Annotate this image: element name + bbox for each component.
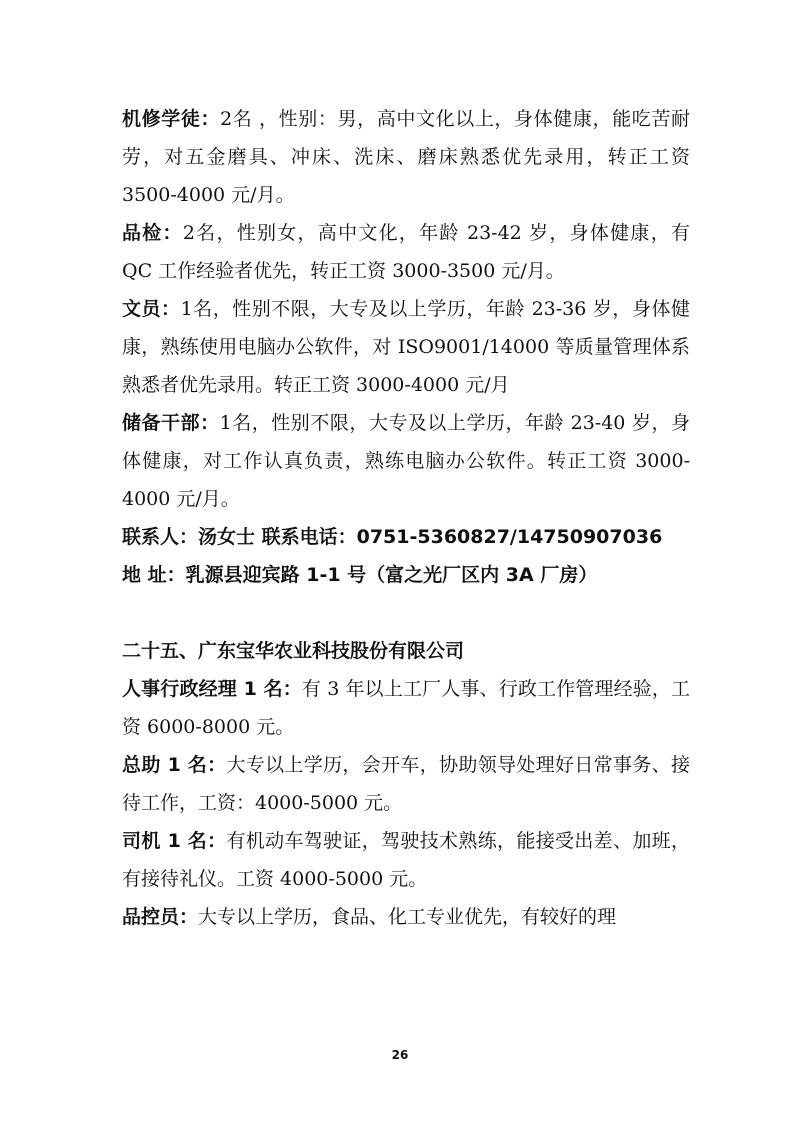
job-description: 有机动车驾驶证，驾驶技术熟练，能接受出差、加班，有接待礼仪。工资 4000-5000 元。 — [122, 830, 690, 890]
page-content — [122, 100, 690, 936]
job-description: 2名，性别女，高中文化，年龄 23-42 岁，身体健康，有 QC 工作经验者优先，转正工资 3000-3500 元/月。 — [122, 222, 690, 282]
job-description: 大专以上学历，会开车，协助领导处理好日常事务、接待工作，工资：4000-5000 元。 — [122, 754, 690, 814]
job-description: 1名，性别不限，大专及以上学历，年龄 23-36 岁，身体健康，熟练使用电脑办公软件，对 ISO9001/14000 等质量管理体系熟悉者优先录用。转正工资 3000-4000 元/月 — [122, 298, 690, 396]
job-description: 大专以上学历，食品、化工专业优先，有较好的理 — [198, 906, 617, 928]
contact-line: 联系人：汤女士 联系电话：0751-5360827/14750907036 — [122, 526, 663, 548]
job-hr-admin-manager — [122, 670, 690, 746]
job-title: 人事行政经理 1 名： — [122, 678, 302, 700]
section-title: 二十五、广东宝华农业科技股份有限公司 — [122, 640, 465, 662]
job-title: 储备干部： — [122, 412, 220, 434]
job-quality-inspector — [122, 214, 690, 290]
job-general-assistant — [122, 746, 690, 822]
job-description: 2名 ，性别：男，高中文化以上，身体健康，能吃苦耐劳，对五金磨具、冲床、洗床、磨床熟悉优先录用，转正工资 3500-4000 元/月。 — [122, 108, 690, 206]
job-title: 品控员： — [122, 906, 199, 928]
job-title: 机修学徒： — [122, 108, 221, 130]
job-quality-controller — [122, 898, 690, 936]
job-title: 文员： — [122, 298, 181, 320]
address-line: 地 址：乳源县迎宾路 1-1 号（富之光厂区内 3A 厂房） — [122, 564, 598, 586]
job-mechanic-apprentice — [122, 100, 690, 214]
job-driver — [122, 822, 690, 898]
job-management-trainee — [122, 404, 690, 518]
job-description: 1名，性别不限，大专及以上学历，年龄 23-40 岁，身体健康，对工作认真负责，熟练电脑办公软件。转正工资 3000-4000 元/月。 — [122, 412, 690, 510]
job-clerk — [122, 290, 690, 404]
page-number: 26 — [391, 1048, 409, 1062]
job-description: 有 3 年以上工厂人事、行政工作管理经验，工资 6000-8000 元。 — [122, 678, 691, 738]
job-title: 总助 1 名： — [122, 754, 227, 776]
job-title: 品检： — [122, 222, 183, 244]
job-title: 司机 1 名： — [122, 830, 227, 852]
